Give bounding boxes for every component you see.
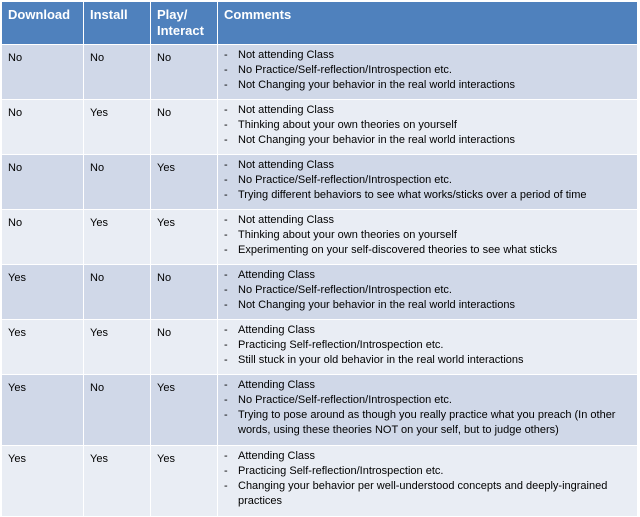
play-cell: Yes (151, 155, 218, 210)
comment-item: - Not Changing your behavior in the real world interactions (224, 133, 631, 148)
comments-list (224, 213, 631, 258)
comments-cell (218, 446, 638, 517)
comment-item: - Experimenting on your self-discovered theories to see what sticks (224, 243, 631, 258)
comment-item: - Attending Class (224, 323, 631, 338)
install-cell: Yes (84, 320, 151, 375)
download-cell: Yes (2, 375, 84, 446)
play-cell: No (151, 45, 218, 100)
comment-item: - Still stuck in your old behavior in the real world interactions (224, 353, 631, 368)
table-row (2, 446, 638, 517)
comment-item: - No Practice/Self-reflection/Introspection etc. (224, 393, 631, 408)
comment-item: - Not attending Class (224, 103, 631, 118)
download-cell: No (2, 155, 84, 210)
install-cell: Yes (84, 210, 151, 265)
comment-item: - Thinking about your own theories on yourself (224, 228, 631, 243)
comment-item: - Trying to pose around as though you really practice what you preach (In other words, using these theories NOT on your self, but to judge others) (224, 408, 631, 438)
header-install: Install (84, 2, 151, 45)
download-cell: No (2, 210, 84, 265)
comments-cell (218, 155, 638, 210)
comment-item: - Practicing Self-reflection/Introspection etc. (224, 338, 631, 353)
comment-item: - Not Changing your behavior in the real world interactions (224, 78, 631, 93)
comment-item: - No Practice/Self-reflection/Introspection etc. (224, 173, 631, 188)
play-cell: No (151, 100, 218, 155)
comments-list (224, 378, 631, 438)
table-row (2, 155, 638, 210)
comments-list (224, 268, 631, 313)
comments-cell (218, 100, 638, 155)
play-cell: Yes (151, 210, 218, 265)
comments-cell (218, 210, 638, 265)
play-cell: No (151, 320, 218, 375)
comment-item: - No Practice/Self-reflection/Introspection etc. (224, 63, 631, 78)
download-cell: Yes (2, 446, 84, 517)
comment-item: - Trying different behaviors to see what works/sticks over a period of time (224, 188, 631, 203)
header-download: Download (2, 2, 84, 45)
comments-list (224, 323, 631, 368)
comments-cell (218, 45, 638, 100)
comments-cell (218, 265, 638, 320)
comparison-table (1, 1, 638, 517)
comment-item: - Not attending Class (224, 48, 631, 63)
comment-item: - No Practice/Self-reflection/Introspection etc. (224, 283, 631, 298)
comments-list (224, 48, 631, 93)
comments-list (224, 449, 631, 509)
header-comments: Comments (218, 2, 638, 45)
comment-item: - Attending Class (224, 449, 631, 464)
install-cell: No (84, 155, 151, 210)
comment-item: - Practicing Self-reflection/Introspection etc. (224, 464, 631, 479)
table-row (2, 265, 638, 320)
install-cell: Yes (84, 446, 151, 517)
comment-item: - Changing your behavior per well-understood concepts and deeply-ingrained practices (224, 479, 631, 509)
download-cell: Yes (2, 265, 84, 320)
install-cell: No (84, 45, 151, 100)
play-cell: Yes (151, 375, 218, 446)
comment-item: - Attending Class (224, 268, 631, 283)
table-row (2, 375, 638, 446)
comment-item: - Not attending Class (224, 158, 631, 173)
play-cell: Yes (151, 446, 218, 517)
comparison-table-container (1, 1, 637, 517)
comments-list (224, 158, 631, 203)
header-play-interact: Play/ Interact (151, 2, 218, 45)
comments-cell (218, 375, 638, 446)
comment-item: - Thinking about your own theories on yourself (224, 118, 631, 133)
download-cell: No (2, 45, 84, 100)
comments-list (224, 103, 631, 148)
table-row (2, 210, 638, 265)
table-row (2, 45, 638, 100)
install-cell: Yes (84, 100, 151, 155)
play-cell: No (151, 265, 218, 320)
download-cell: Yes (2, 320, 84, 375)
comment-item: - Attending Class (224, 378, 631, 393)
download-cell: No (2, 100, 84, 155)
comments-cell (218, 320, 638, 375)
install-cell: No (84, 265, 151, 320)
header-row (2, 2, 638, 45)
table-row (2, 320, 638, 375)
install-cell: No (84, 375, 151, 446)
table-row (2, 100, 638, 155)
comment-item: - Not attending Class (224, 213, 631, 228)
comment-item: - Not Changing your behavior in the real world interactions (224, 298, 631, 313)
